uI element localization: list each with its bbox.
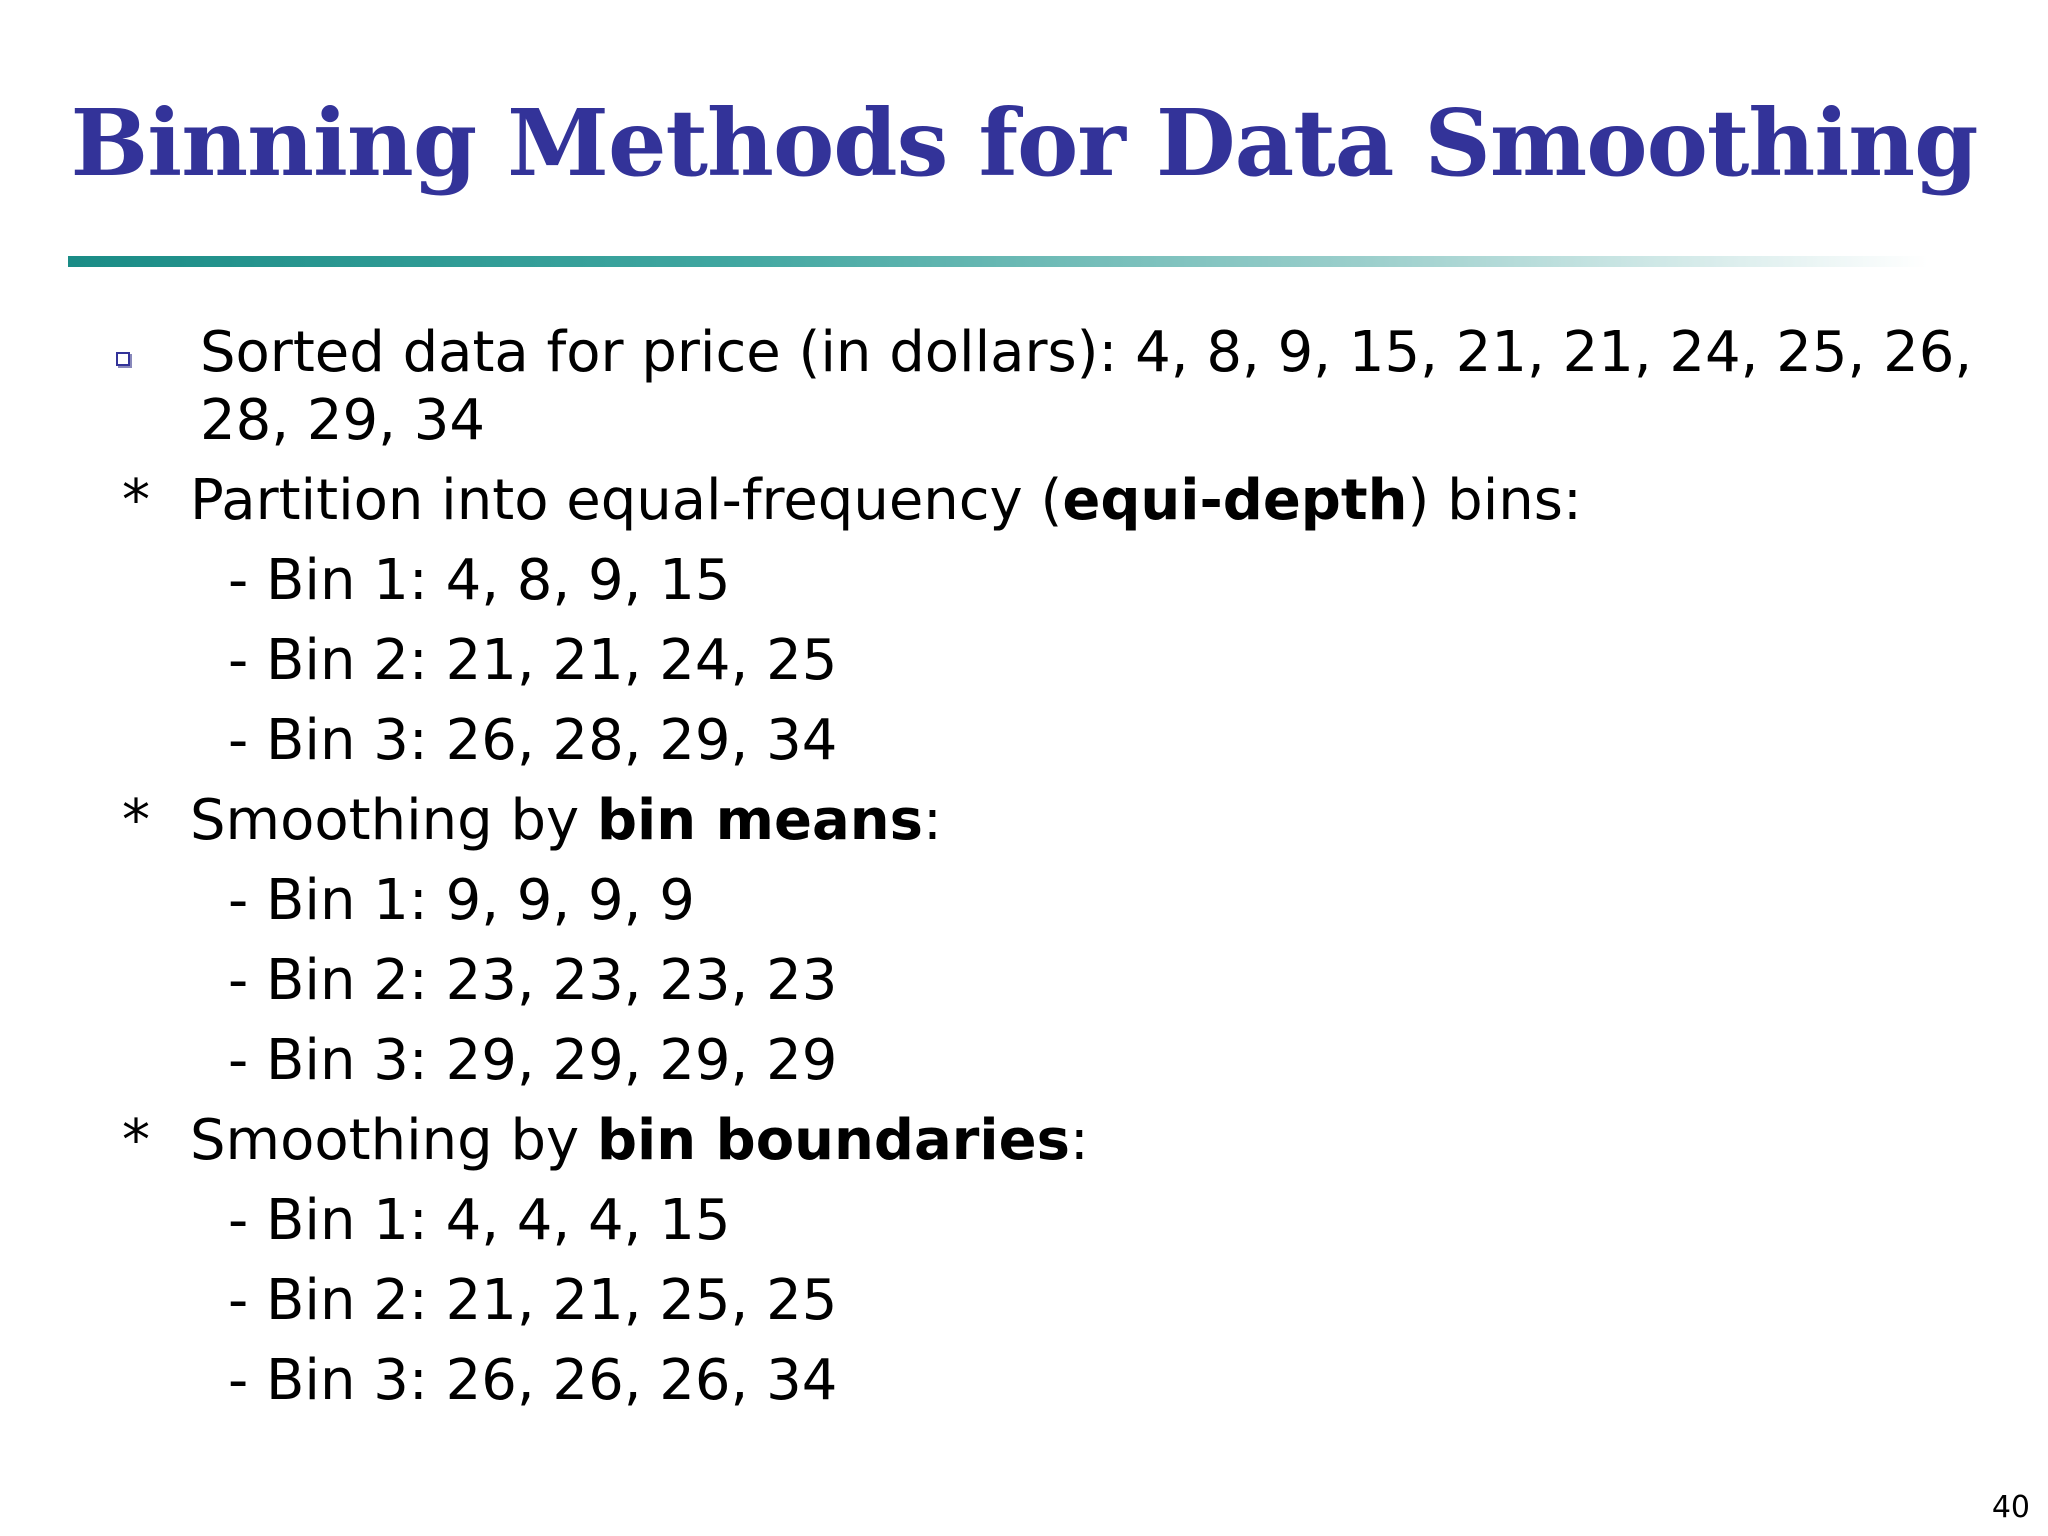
section-heading-bin-boundaries: [190, 1106, 1089, 1176]
bin-line: - Bin 2: 21, 21, 25, 25: [228, 1268, 838, 1333]
bin-line: - Bin 2: 23, 23, 23, 23: [228, 948, 838, 1013]
heading-text: :: [922, 788, 942, 853]
heading-text: ) bins:: [1407, 468, 1582, 533]
section-marker: *: [122, 1108, 150, 1173]
page-number: 40: [1991, 1490, 2030, 1525]
heading-text: Smoothing by: [190, 788, 597, 853]
heading-text: :: [1069, 1108, 1089, 1173]
square-bullet-icon: [116, 352, 130, 366]
heading-text: Partition into equal-frequency (: [190, 468, 1063, 533]
intro-line-2: 28, 29, 34: [200, 388, 485, 453]
slide-title: Binning Methods for Data Smoothing: [70, 89, 1978, 197]
title-divider: [68, 256, 1928, 267]
bin-line: - Bin 3: 29, 29, 29, 29: [228, 1028, 838, 1093]
section-marker: *: [122, 468, 150, 533]
bin-line: - Bin 1: 9, 9, 9, 9: [228, 868, 695, 933]
heading-text: Smoothing by: [190, 1108, 597, 1173]
heading-bold-text: bin boundaries: [596, 1108, 1070, 1173]
heading-bold-text: bin means: [596, 788, 923, 853]
intro-line-1: Sorted data for price (in dollars): 4, 8, 9, 15, 21, 21, 24, 25, 26,: [200, 320, 1973, 385]
section-heading-bin-means: [190, 786, 942, 856]
bin-line: - Bin 3: 26, 28, 29, 34: [228, 708, 838, 773]
bin-line: - Bin 1: 4, 4, 4, 15: [228, 1188, 731, 1253]
section-marker: *: [122, 788, 150, 853]
heading-bold-text: equi-depth: [1062, 468, 1408, 533]
bin-line: - Bin 3: 26, 26, 26, 34: [228, 1348, 838, 1413]
section-heading-equi-depth: [190, 466, 1582, 536]
bin-line: - Bin 1: 4, 8, 9, 15: [228, 548, 731, 613]
bin-line: - Bin 2: 21, 21, 24, 25: [228, 628, 838, 693]
